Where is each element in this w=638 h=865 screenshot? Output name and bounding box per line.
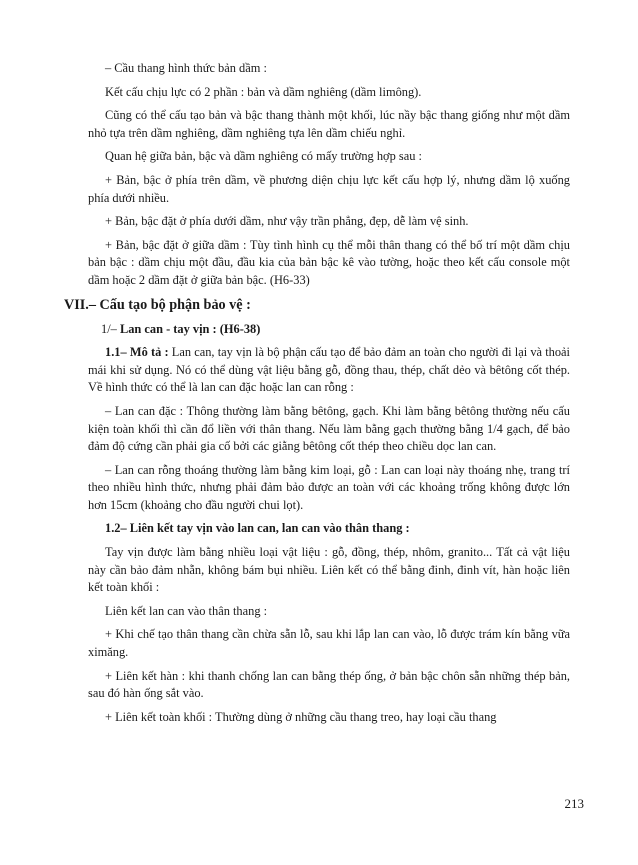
paragraph-stair-type: – Cầu thang hình thức bản dầm :: [105, 61, 267, 75]
paragraph-monolithic-connection: + Liên kết toàn khối : Thường dùng ở những cầu thang treo, hay loại cầu thang: [105, 709, 497, 724]
paragraph-middle-beam: + Bản, bậc đặt ở giữa dầm : Tùy tình hình cụ thể mỗi thân thang có thể bố trí một dầm chịu bản bậc : dầm chịu một đầu, đầu kia của bản bậc kê vào tường, hoặc theo kết cấu console một dầm hoặc 2 dầm đặt ở giữa bản bậc. (H6-33): [88, 237, 570, 287]
subsection-title: Lan can - tay vịn : (H6-38): [119, 321, 261, 336]
subsection-heading: [88, 321, 570, 339]
section-heading: VII.– Cấu tạo bộ phận bảo vệ :: [64, 296, 251, 313]
paragraph-relationship: Quan hệ giữa bản, bậc và dầm nghiêng có mấy trường hợp sau :: [105, 149, 422, 164]
paragraph-welding: + Liên kết hàn : khi thanh chống lan can bằng thép ống, ở bản bậc chôn sẵn những thép bản, sau đó hàn ống sắt vào.: [88, 668, 570, 701]
item-1-2-heading: 1.2– Liên kết tay vịn vào lan can, lan can vào thân thang :: [105, 521, 410, 536]
paragraph-handrail-materials: Tay vịn được làm bằng nhiều loại vật liệu : gỗ, đồng, thép, nhôm, granito... Tất cả vật liệu này cần bảo đảm nhẵn, không bám bụi nhiều. Liên kết có thể bằng đinh, đinh vít, hàn hoặc liên kết toàn khối :: [88, 545, 570, 595]
paragraph-open-railing: – Lan can rỗng thoáng thường làm bằng kim loại, gỗ : Lan can loại này thoáng nhẹ, trang trí theo nhiều hình thức, nhưng phải đảm bảo được an toàn với các khoảng trống không được lớn hơn 15cm (khoảng cho đầu người chui lọt).: [88, 462, 570, 512]
paragraph-railing-connection: Liên kết lan can vào thân thang :: [105, 603, 268, 618]
paragraph-structure: Kết cấu chịu lực có 2 phần : bản và dầm nghiêng (dầm limông).: [105, 84, 422, 99]
page-body: [64, 60, 570, 732]
paragraph-above-beam: + Bản, bậc ở phía trên dầm, về phương diện chịu lực kết cấu hợp lý, nhưng dầm lộ xuống phía dưới nhiều.: [88, 172, 570, 205]
item-1-1-label: 1.1– Mô tả :: [105, 345, 169, 360]
paragraph-holes: + Khi chế tạo thân thang cần chừa sẵn lỗ, sau khi lắp lan can vào, lỗ được trám kín bằng vữa ximăng.: [88, 627, 570, 660]
item-1-1: [88, 344, 570, 397]
subsection-number: 1/–: [101, 321, 117, 336]
item-1-1-text: Lan can, tay vịn là bộ phận cấu tạo để bảo đảm an toàn cho người đi lại và thoải mái khi sử dụng. Nó có thể dùng vật liệu bằng gỗ, đồng thau, thép, chất dẻo và bêtông cốt thép. Về hình thức có thể là lan can đặc hoặc lan can rỗng :: [88, 345, 570, 395]
paragraph-below-beam: + Bản, bậc đặt ở phía dưới dầm, như vậy trần phẳng, đẹp, dễ làm vệ sinh.: [105, 214, 469, 229]
paragraph-solid-railing: – Lan can đặc : Thông thường làm bằng bêtông, gạch. Khi làm bằng bêtông thường nếu cấu kiện toàn khối thì cần đổ liền với thân thang. Nếu làm bằng gạch thường bằng 1/4 gạch, để bảo đảm độ cứng cần phải gia cố bởi các giằng bêtông cốt thép theo chiều dọc lan can.: [88, 403, 570, 454]
paragraph-monolithic: Cũng có thể cấu tạo bản và bậc thang thành một khối, lúc nầy bậc thang giống như một dầm nhỏ tựa trên dầm nghiêng, dầm nghiêng tựa lên dầm chiếu nghỉ.: [88, 108, 570, 140]
page-number: 213: [564, 796, 584, 811]
